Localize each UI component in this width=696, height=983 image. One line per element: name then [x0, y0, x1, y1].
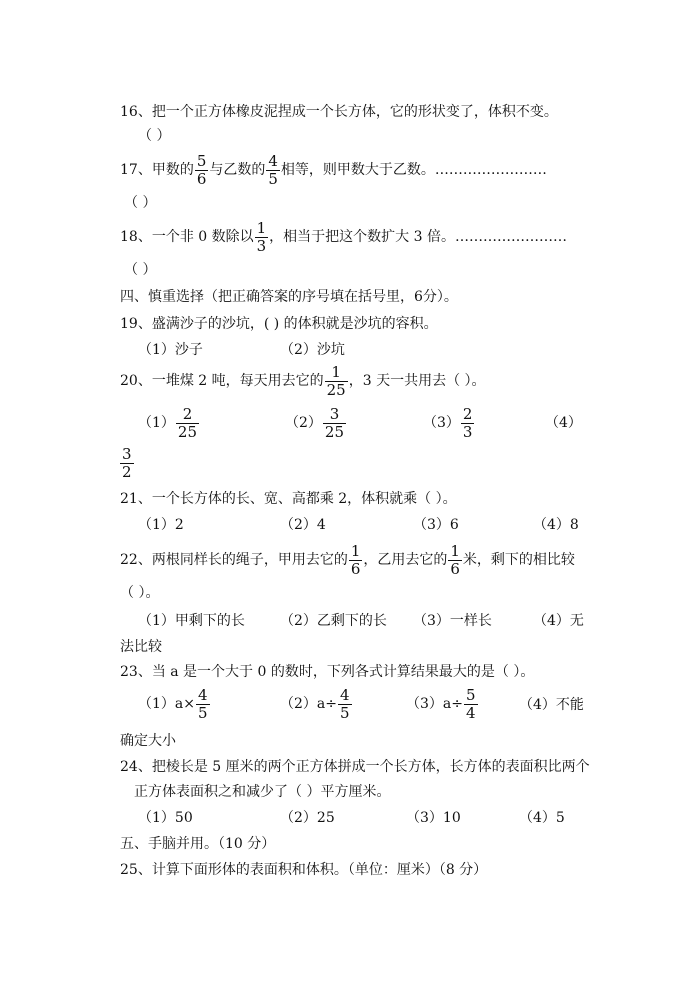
q25-stem: 25、计算下面形体的表面积和体积。（单位：厘米）（8 分） [120, 862, 488, 878]
q22-stem-continuation: （ ）。 [120, 585, 160, 601]
q22-fraction-2: $\frac{1}{6}$ [450, 541, 460, 578]
q22-option-3[interactable]: （3）一样长 [413, 613, 492, 629]
q17-fraction-2: $\frac{4}{5}$ [268, 151, 278, 188]
q24-stem: 24、把棱长是 5 厘米的两个正方体拼成一个长方体，长方体的表面积比两个 [120, 759, 590, 775]
q17-answer-paren[interactable]: （ ） [124, 195, 157, 211]
q22-line [120, 540, 575, 580]
q16-text: 16、把一个正方体橡皮泥捏成一个长方体，它的形状变了，体积不变。 [120, 104, 558, 120]
q22-text-c: 米，剩下的相比较 [462, 552, 575, 568]
q22-fraction-1: $\frac{1}{6}$ [350, 541, 361, 578]
q20-fraction: $\frac{1}{25}$ [326, 362, 346, 399]
q20-option-4-fraction[interactable]: $\frac{3}{2}$ [122, 444, 132, 481]
q22-option-1[interactable]: （1）甲剩下的长 [138, 613, 245, 629]
q17-fraction-1: $\frac{5}{6}$ [196, 151, 207, 188]
q24-option-1[interactable]: （1）50 [138, 810, 193, 826]
q18-text-b: ，相当于把这个数扩大 3 倍。 [269, 229, 455, 245]
q21-option-2[interactable]: （2）4 [280, 517, 326, 533]
q23-option-4[interactable]: （4）不能 [519, 697, 584, 713]
q17-line [120, 150, 547, 190]
section-4-heading: 四、慎重选择（把正确答案的序号填在括号里，6分）。 [120, 289, 458, 305]
q17-text-b: 与乙数的 [209, 162, 266, 178]
q20-text-b: ，3 天一共用去（ ）。 [348, 373, 486, 389]
q22-option-4-continuation: 法比较 [120, 639, 162, 655]
q17-text-c: 相等，则甲数大于乙数。 [280, 162, 435, 178]
q18-answer-paren[interactable]: （ ） [124, 262, 157, 278]
q20-option-1[interactable]: （1） $\frac{2}{25}$ [138, 404, 198, 441]
q22-option-2[interactable]: （2）乙剩下的长 [280, 613, 387, 629]
q20-line [120, 361, 486, 401]
section-5-heading: 五、手脑并用。（10 分） [120, 836, 276, 852]
q21-option-4[interactable]: （4）8 [533, 517, 579, 533]
q21-stem: 21、一个长方体的长、宽、高都乘 2，体积就乘（ ）。 [120, 491, 457, 507]
q16-answer-paren[interactable]: （ ） [138, 128, 171, 144]
q22-text-a: 22、两根同样长的绳子，甲用去它的 [120, 552, 348, 568]
q23-option-2[interactable]: （2）a÷ $\frac{4}{5}$ [280, 685, 350, 722]
q24-stem-continuation: 正方体表面积之和减少了（ ）平方厘米。 [134, 784, 391, 800]
q21-option-3[interactable]: （3）6 [413, 517, 459, 533]
q17-dots: …………………… [434, 162, 547, 178]
q19-option-1[interactable]: （1）沙子 [138, 342, 203, 358]
q18-text-a: 18、一个非 0 数除以 [120, 229, 254, 245]
q19-stem: 19、盛满沙子的沙坑，( ) 的体积就是沙坑的容积。 [120, 316, 438, 332]
q22-option-4[interactable]: （4）无 [533, 613, 584, 629]
q20-option-2[interactable]: （2） $\frac{3}{25}$ [285, 404, 345, 441]
q23-stem: 23、当 a 是一个大于 0 的数时，下列各式计算结果最大的是（ ）。 [120, 664, 535, 680]
q22-text-b: ，乙用去它的 [363, 552, 448, 568]
q24-option-3[interactable]: （3）10 [406, 810, 461, 826]
q18-line [120, 217, 567, 257]
q24-option-4[interactable]: （4）5 [519, 810, 565, 826]
q21-option-1[interactable]: （1）2 [138, 517, 184, 533]
q23-option-3[interactable]: （3）a÷ $\frac{5}{4}$ [406, 685, 476, 722]
q18-fraction: $\frac{1}{3}$ [256, 218, 267, 255]
q24-option-2[interactable]: （2）25 [280, 810, 335, 826]
q23-option-1[interactable]: （1）a× $\frac{4}{5}$ [138, 685, 208, 722]
q18-dots: …………………… [454, 229, 567, 245]
q20-option-3[interactable]: （3） $\frac{2}{3}$ [423, 404, 473, 441]
q23-option-4-continuation: 确定大小 [120, 733, 176, 749]
q20-option-4-label[interactable]: （4） [545, 415, 582, 431]
q17-text-a: 17、甲数的 [120, 162, 194, 178]
q20-text-a: 20、一堆煤 2 吨，每天用去它的 [120, 373, 324, 389]
q19-option-2[interactable]: （2）沙坑 [280, 342, 345, 358]
